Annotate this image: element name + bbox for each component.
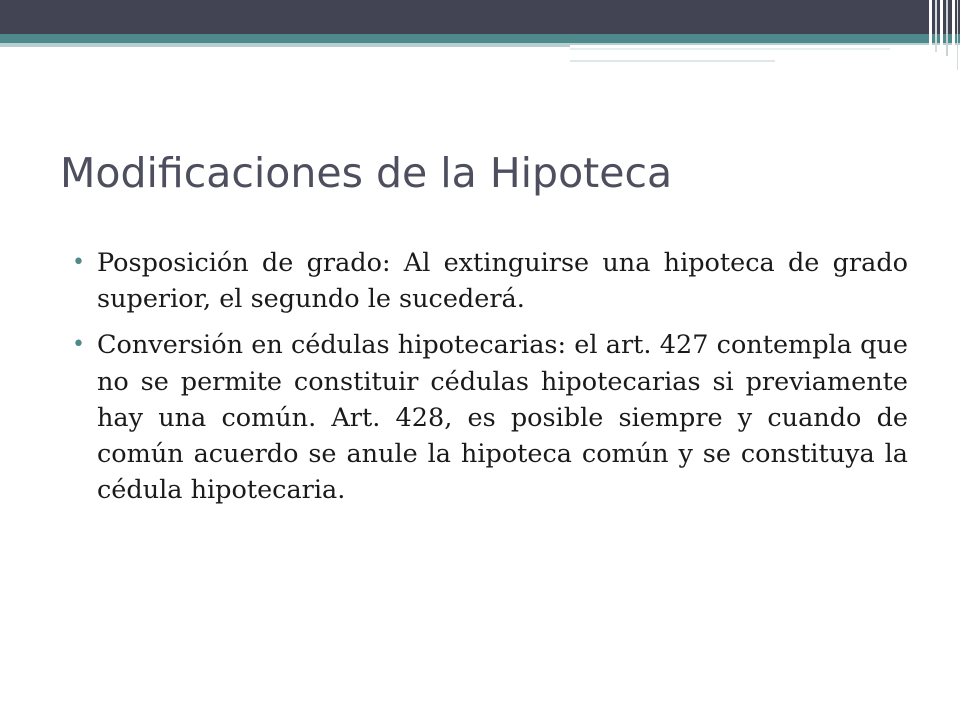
- corner-stripe: [957, 0, 958, 70]
- corner-stripe: [929, 0, 932, 62]
- header-decor-line: [570, 48, 890, 50]
- bullet-text: Posposición de grado: Al extinguirse una hipoteca de grado superior, el segundo le sucederá.: [97, 248, 908, 315]
- corner-stripe: [946, 0, 948, 56]
- header-decor-line-thin: [570, 60, 775, 62]
- bullet-item: [72, 245, 908, 317]
- bullet-item: [72, 327, 908, 508]
- header-light-band-right: [570, 43, 960, 45]
- bullet-marker: •: [72, 332, 85, 358]
- corner-stripe: [952, 0, 955, 66]
- corner-stripe: [935, 0, 937, 52]
- slide-title: Modificaciones de la Hipoteca: [60, 149, 673, 197]
- bullet-text: Conversión en cédulas hipotecarias: el art. 427 contempla que no se permite constituir cédulas hipotecarias si previamente hay una común. Art. 428, es posible siempre y cuando de común acuerdo se anule la hipoteca común y se constituya la cédula hipotecaria.: [97, 330, 908, 506]
- header-accent-band: [0, 34, 960, 43]
- header-banner: [0, 0, 960, 34]
- bullet-marker: •: [72, 250, 85, 275]
- corner-stripe: [940, 0, 943, 62]
- header-light-band: [0, 43, 570, 47]
- bullet-list: [72, 245, 908, 518]
